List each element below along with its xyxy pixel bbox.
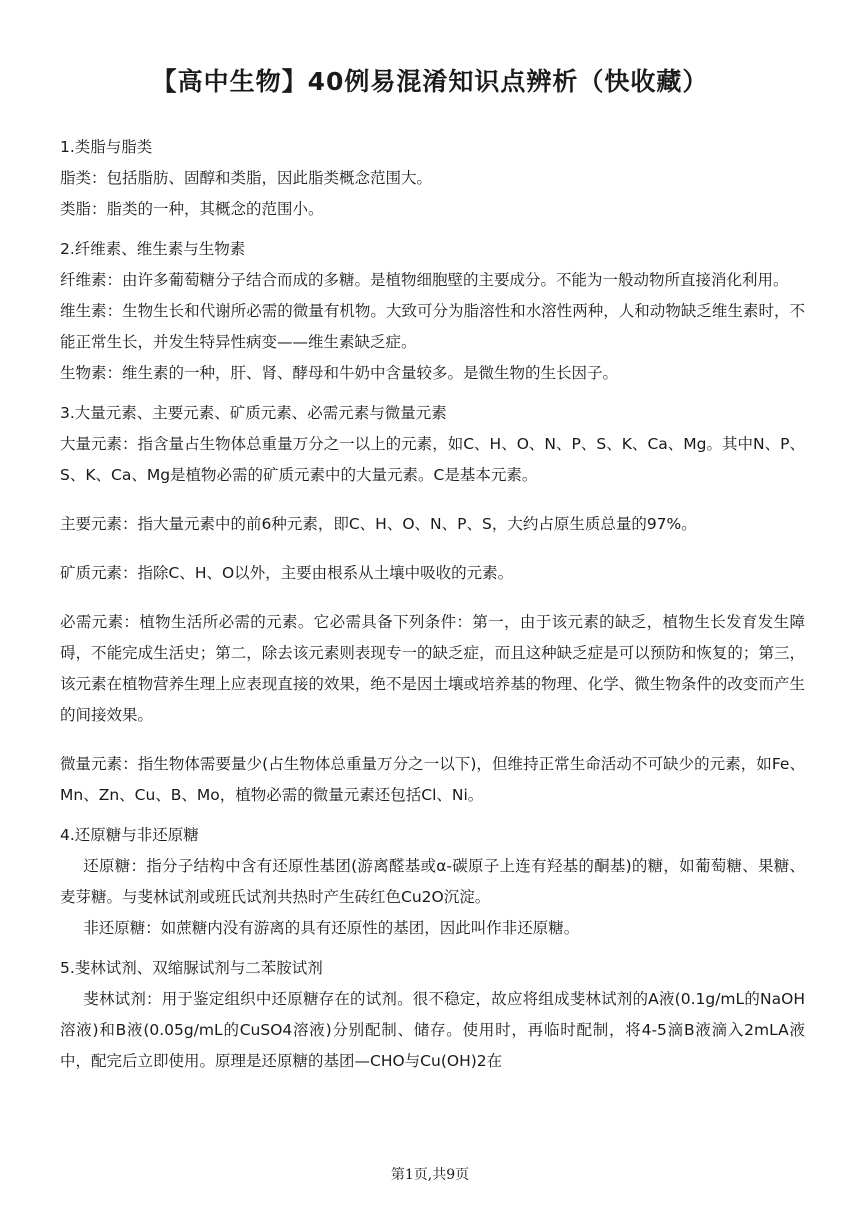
paragraph: 必需元素：植物生活所必需的元素。它必需具备下列条件：第一，由于该元素的缺乏，植物生长发育发生障碍，不能完成生活史；第二，除去该元素则表现专一的缺乏症，而且这种缺乏症是可以预防和恢复的；第三，该元素在植物营养生理上应表现直接的效果，绝不是因土壤或培养基的物理、化学、微生物条件的改变而产生的间接效果。	[60, 613, 805, 724]
paragraph: 微量元素：指生物体需要量少(占生物体总重量万分之一以下)，但维持正常生命活动不可缺少的元素，如Fe、Mn、Zn、Cu、B、Mo，植物必需的微量元素还包括Cl、Ni。	[60, 755, 805, 804]
page-title: 【高中生物】40例易混淆知识点辨析（快收藏）	[151, 67, 709, 96]
section-2	[60, 234, 805, 389]
paragraph: 非还原糖：如蔗糖内没有游离的具有还原性的基团，因此叫作非还原糖。	[83, 919, 580, 937]
paragraph: 斐林试剂：用于鉴定组织中还原糖存在的试剂。很不稳定，故应将组成斐林试剂的A液(0.1g/mL的NaOH溶液)和B液(0.05g/mL的CuSO4溶液)分别配制、储存。使用时，再临时配制，将4-5滴B液滴入2mLA液中，配完后立即使用。原理是还原糖的基团—CHO与Cu(OH)2在	[60, 990, 805, 1070]
paragraph: 类脂：脂类的一种，其概念的范围小。	[60, 200, 324, 218]
section-heading: 4.还原糖与非还原糖	[60, 826, 199, 844]
paragraph: 主要元素：指大量元素中的前6种元素，即C、H、O、N、P、S，大约占原生质总量的97%。	[60, 515, 697, 533]
paragraph: 矿质元素：指除C、H、O以外，主要由根系从土壤中吸收的元素。	[60, 564, 514, 582]
paragraph: 维生素：生物生长和代谢所必需的微量有机物。大致可分为脂溶性和水溶性两种，人和动物缺乏维生素时，不能正常生长，并发生特异性病变——维生素缺乏症。	[60, 302, 805, 351]
section-heading: 3.大量元素、主要元素、矿质元素、必需元素与微量元素	[60, 404, 447, 422]
section-heading: 2.纤维素、维生素与生物素	[60, 240, 246, 258]
paragraph: 大量元素：指含量占生物体总重量万分之一以上的元素，如C、H、O、N、P、S、K、Ca、Mg。其中N、P、S、K、Ca、Mg是植物必需的矿质元素中的大量元素。C是基本元素。	[60, 435, 805, 484]
paragraph: 脂类：包括脂肪、固醇和类脂，因此脂类概念范围大。	[60, 169, 433, 187]
section-1	[60, 132, 805, 225]
document-body	[60, 132, 805, 1077]
paragraph: 生物素：维生素的一种，肝、肾、酵母和牛奶中含量较多。是微生物的生长因子。	[60, 364, 619, 382]
section-heading: 5.斐林试剂、双缩脲试剂与二苯胺试剂	[60, 959, 323, 977]
section-4	[60, 820, 805, 944]
section-3	[60, 398, 805, 811]
paragraph: 纤维素：由许多葡萄糖分子结合而成的多糖。是植物细胞壁的主要成分。不能为一般动物所直接消化利用。	[60, 271, 789, 289]
page-footer: 第1页,共9页	[390, 1167, 470, 1183]
section-heading: 1.类脂与脂类	[60, 138, 153, 156]
paragraph: 还原糖：指分子结构中含有还原性基团(游离醛基或α-碳原子上连有羟基的酮基)的糖，如葡萄糖、果糖、麦芽糖。与斐林试剂或班氏试剂共热时产生砖红色Cu2O沉淀。	[60, 857, 805, 906]
section-5	[60, 953, 805, 1077]
